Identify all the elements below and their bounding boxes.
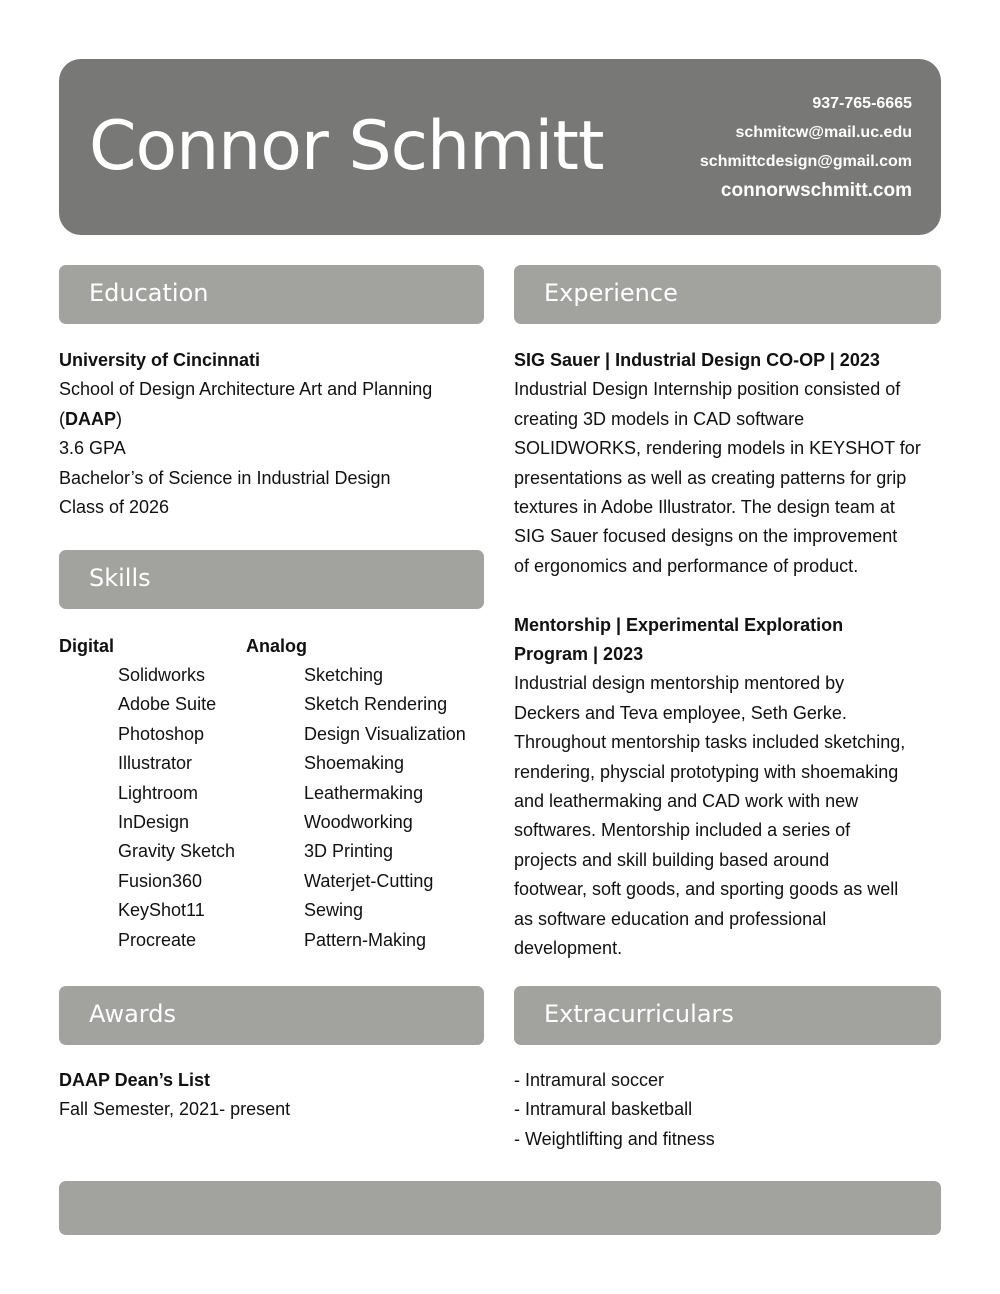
list-item: Adobe Suite: [118, 694, 217, 715]
award-detail: Fall Semester, 2021- present: [59, 1099, 291, 1120]
list-item: Leathermaking: [304, 782, 424, 803]
gpa: 3.6 GPA: [59, 438, 126, 459]
email-design[interactable]: schmittcdesign@gmail.com: [699, 153, 912, 170]
job1-line: Industrial Design Internship position consisted of: [514, 379, 901, 400]
job2-title-line2: Program | 2023: [514, 644, 644, 665]
list-item: Pattern-Making: [304, 929, 427, 950]
list-item: Gravity Sketch: [118, 841, 236, 862]
class-year: Class of 2026: [59, 497, 170, 518]
skills-section-header: [59, 550, 484, 609]
resume-name: Connor Schmitt: [89, 107, 604, 186]
list-item: - Weightlifting and fitness: [514, 1128, 715, 1149]
job1-line: of ergonomics and performance of product.: [514, 555, 859, 576]
digital-skills-title: Digital: [59, 636, 115, 656]
award-title: DAAP Dean’s List: [59, 1070, 211, 1090]
list-item: Photoshop: [118, 723, 205, 744]
job1-line: SIG Sauer focused designs on the improvement: [514, 526, 898, 547]
list-item: Lightroom: [118, 782, 199, 803]
awards-section-header: [59, 986, 484, 1045]
job2-line: Throughout mentorship tasks included sketching,: [514, 732, 906, 753]
job2-line: Deckers and Teva employee, Seth Gerke.: [514, 702, 847, 723]
footer-bar: [59, 1181, 941, 1235]
awards-block: [59, 1066, 484, 1125]
daap-open: (: [59, 408, 65, 429]
daap-abbrev: DAAP: [65, 408, 117, 429]
list-item: - Intramural soccer: [514, 1070, 665, 1090]
list-item: Shoemaking: [304, 753, 405, 774]
list-item: Solidworks: [118, 665, 206, 685]
job2-line: softwares. Mentorship included a series of: [514, 820, 851, 841]
extracurriculars-block: [514, 1066, 941, 1154]
job1-title: SIG Sauer | Industrial Design CO-OP | 2023: [514, 350, 880, 370]
job2-line: development.: [514, 938, 623, 959]
education-block: [59, 346, 489, 522]
job2-line: Industrial design mentorship mentored by: [514, 673, 845, 694]
digital-skills-list: [118, 661, 235, 955]
college-line: School of Design Architecture Art and Planning: [59, 379, 433, 400]
list-item: Waterjet-Cutting: [304, 870, 434, 891]
list-item: - Intramural basketball: [514, 1099, 693, 1120]
contact-info: [700, 89, 912, 205]
list-item: KeyShot11: [118, 900, 205, 921]
daap-close: ): [116, 408, 123, 429]
list-item: Sketching: [304, 665, 384, 685]
degree: Bachelor’s of Science in Industrial Design: [59, 467, 391, 488]
extracurriculars-section-header: [514, 986, 941, 1045]
job2-title-line1: Mentorship | Experimental Exploration: [514, 614, 844, 635]
list-item: Sewing: [304, 900, 364, 921]
spacer: [514, 581, 954, 610]
list-item: Illustrator: [118, 753, 193, 774]
list-item: Procreate: [118, 929, 197, 950]
list-item: InDesign: [118, 812, 190, 833]
job2-line: as software education and professional: [514, 908, 827, 929]
job1-line: textures in Adobe Illustrator. The design team at: [514, 497, 895, 518]
phone-number: 937-765-6665: [812, 95, 912, 112]
experience-section-header: [514, 265, 941, 324]
list-item: 3D Printing: [304, 841, 394, 862]
job1-line: creating 3D models in CAD software: [514, 408, 805, 429]
list-item: Fusion360: [118, 870, 203, 891]
extracurriculars-heading: Extracurriculars: [544, 1000, 734, 1028]
analog-skills-list: [304, 661, 466, 955]
job1-line: presentations as well as creating patterns for grip: [514, 467, 907, 488]
list-item: Sketch Rendering: [304, 694, 448, 715]
job1-line: SOLIDWORKS, rendering models in KEYSHOT for: [514, 438, 921, 459]
email-uc[interactable]: schmitcw@mail.uc.edu: [735, 124, 912, 141]
list-item: Design Visualization: [304, 723, 466, 744]
skills-heading: Skills: [89, 564, 151, 592]
website-link[interactable]: connorwschmitt.com: [720, 180, 912, 201]
awards-heading: Awards: [89, 1000, 176, 1028]
school-name: University of Cincinnati: [59, 350, 261, 370]
list-item: Woodworking: [304, 812, 413, 833]
analog-skills-title: Analog: [246, 636, 307, 656]
experience-block: [514, 346, 954, 964]
education-heading: Education: [89, 279, 209, 307]
job2-line: rendering, physcial prototyping with shoemaking: [514, 761, 899, 782]
job2-line: footwear, soft goods, and sporting goods as well: [514, 879, 899, 900]
job2-line: and leathermaking and CAD work with new: [514, 791, 859, 812]
header-banner: [59, 59, 941, 235]
education-section-header: [59, 265, 484, 324]
experience-heading: Experience: [544, 279, 678, 307]
daap-line: [59, 405, 489, 434]
job2-line: projects and skill building based around: [514, 849, 830, 870]
